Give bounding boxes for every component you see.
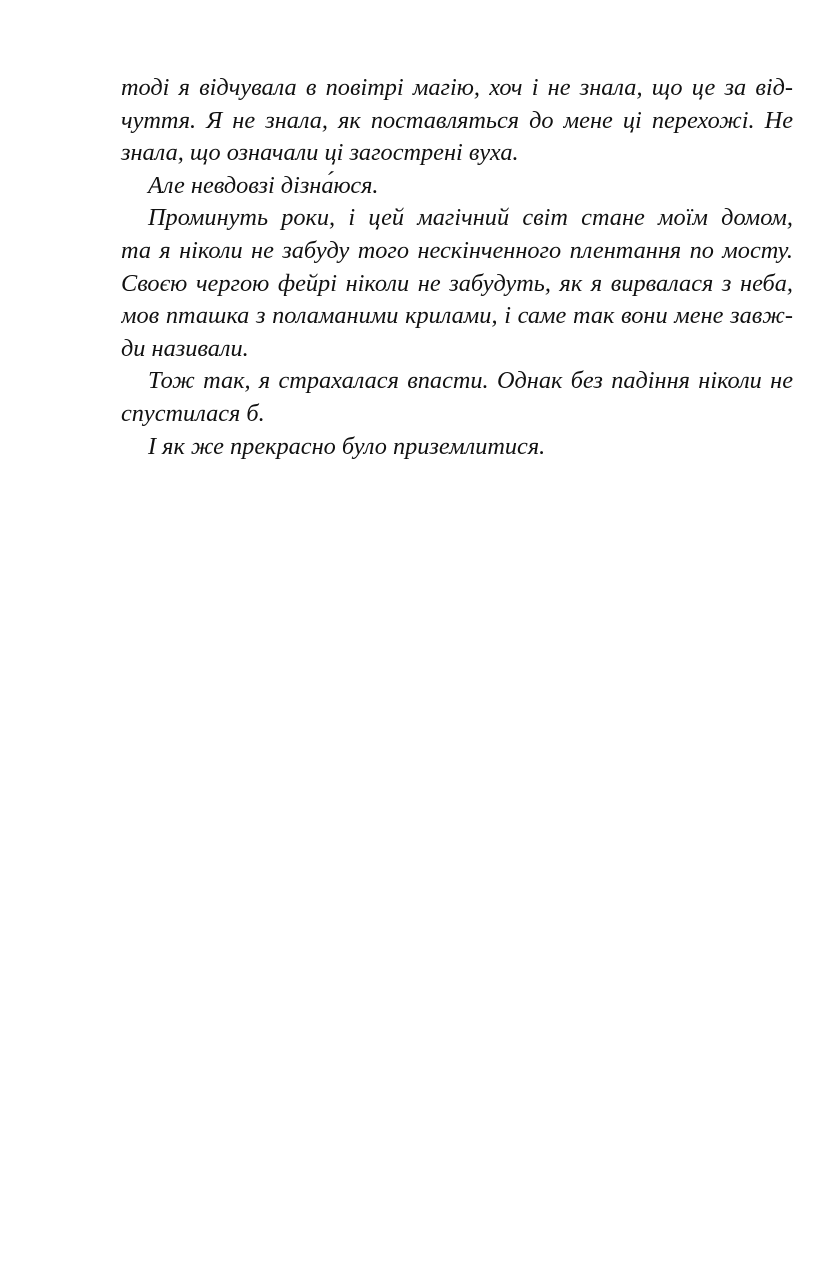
text-line-2: чуття. Я не знала, як поставляться до мене ці перехожі. Не: [121, 106, 793, 134]
text-line-7: Своєю чергою фейрі ніколи не забудуть, як я вирвалася з неба,: [121, 269, 793, 297]
text-line-8: мов пташка з поламаними крилами, і саме так вони мене завж-: [121, 302, 793, 330]
text-line-3: знала, що означали ці загострені вуха.: [121, 139, 519, 167]
text-line-4: Але невдовзі дізна́юся.: [148, 171, 379, 199]
text-line-10: Тож так, я страхалася впасти. Однак без падіння ніколи не: [148, 367, 793, 395]
text-line-5: Проминуть роки, і цей магічний світ стане моїм домом,: [148, 204, 793, 232]
text-line-1: тоді я відчувала в повітрі магію, хоч і не знала, що це за від-: [121, 74, 793, 101]
text-line-9: ди називали.: [121, 334, 249, 362]
page-body-text: [121, 72, 793, 463]
text-line-12: І як же прекрасно було приземлитися.: [148, 432, 546, 460]
text-line-11: спустилася б.: [121, 399, 265, 427]
text-line-6: та я ніколи не забуду того нескінченного плентання по мосту.: [121, 236, 793, 264]
